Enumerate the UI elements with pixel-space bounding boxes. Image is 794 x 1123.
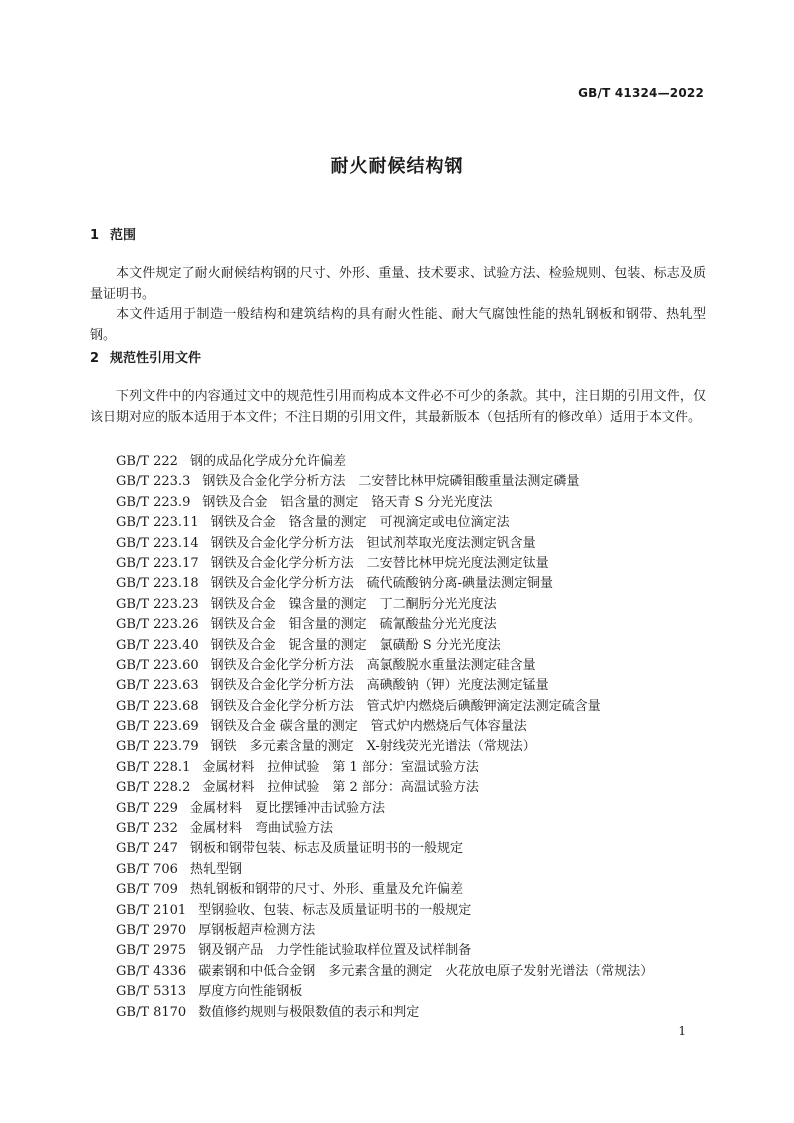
reference-code: GB/T 2970 xyxy=(116,922,187,938)
reference-title: 钢铁 多元素含量的测定 X-射线荧光光谱法（常规法） xyxy=(210,739,536,755)
reference-item xyxy=(116,819,653,839)
reference-code: GB/T 223.60 xyxy=(116,657,199,673)
reference-title: 钢铁及合金 铌含量的测定 氯磺酚 S 分光光度法 xyxy=(210,637,501,653)
reference-item xyxy=(116,554,653,574)
scope-applicability-paragraph: 本文件适用于制造一般结构和建筑结构的具有耐火性能、耐大气腐蚀性能的热轧钢板和钢带、热轧型钢。 xyxy=(90,307,706,343)
reference-code: GB/T 2101 xyxy=(116,902,187,918)
reference-item xyxy=(116,860,653,880)
reference-item xyxy=(116,452,653,472)
reference-item xyxy=(116,513,653,533)
reference-code: GB/T 223.79 xyxy=(116,739,199,755)
section-number: 2 xyxy=(90,351,100,366)
reference-item xyxy=(116,799,653,819)
reference-code: GB/T 223.23 xyxy=(116,596,199,612)
reference-code: GB/T 4336 xyxy=(116,963,187,979)
reference-item xyxy=(116,901,653,921)
reference-title: 型钢验收、包装、标志及质量证明书的一般规定 xyxy=(198,902,472,918)
reference-title: 钢铁及合金化学分析方法 钽试剂萃取光度法测定钒含量 xyxy=(210,535,536,551)
reference-code: GB/T 223.3 xyxy=(116,474,191,490)
reference-item xyxy=(116,1003,653,1023)
reference-code: GB/T 223.40 xyxy=(116,637,199,653)
reference-code: GB/T 223.68 xyxy=(116,698,199,714)
reference-title: 钢铁及合金化学分析方法 硫代硫酸钠分离-碘量法测定铜量 xyxy=(210,576,554,592)
reference-item xyxy=(116,880,653,900)
reference-title: 钢的成品化学成分允许偏差 xyxy=(189,454,346,469)
reference-title: 钢铁及合金化学分析方法 二安替比林甲烷磷钼酸重量法测定磷量 xyxy=(202,474,580,490)
section-title: 范围 xyxy=(110,228,137,243)
reference-item xyxy=(116,574,653,594)
reference-title: 厚度方向性能钢板 xyxy=(198,984,303,1000)
reference-title: 热轧钢板和钢带的尺寸、外形、重量及允许偏差 xyxy=(189,882,463,898)
reference-code: GB/T 8170 xyxy=(116,1004,187,1020)
reference-code: GB/T 228.2 xyxy=(116,780,191,796)
reference-item xyxy=(116,472,653,492)
reference-title: 钢铁及合金化学分析方法 管式炉内燃烧后碘酸钾滴定法测定硫含量 xyxy=(210,698,601,714)
reference-item xyxy=(116,595,653,615)
reference-code: GB/T 223.63 xyxy=(116,678,199,694)
reference-code: GB/T 709 xyxy=(116,882,178,898)
reference-code: GB/T 223.18 xyxy=(116,576,199,592)
reference-item xyxy=(116,758,653,778)
reference-code: GB/T 223.17 xyxy=(116,555,199,571)
reference-item xyxy=(116,717,653,737)
reference-code: GB/T 223.69 xyxy=(116,719,199,735)
reference-item xyxy=(116,656,653,676)
reference-title: 钢铁及合金 铝含量的测定 铬天青 S 分光光度法 xyxy=(202,494,493,510)
reference-title: 钢铁及合金 铬含量的测定 可视滴定或电位滴定法 xyxy=(210,515,510,531)
reference-code: GB/T 2975 xyxy=(116,943,187,959)
page-number: 1 xyxy=(678,1024,686,1038)
reference-item xyxy=(116,962,653,982)
reference-item xyxy=(116,615,653,635)
reference-title: 数值修约规则与极限数值的表示和判定 xyxy=(198,1004,420,1020)
reference-code: GB/T 223.26 xyxy=(116,617,199,633)
document-title: 耐火耐候结构钢 xyxy=(330,156,464,177)
reference-code: GB/T 232 xyxy=(116,821,178,837)
reference-code: GB/T 223.14 xyxy=(116,535,199,551)
reference-code: GB/T 223.11 xyxy=(116,515,199,531)
reference-title: 钢铁及合金化学分析方法 二安替比林甲烷光度法测定钛量 xyxy=(210,555,549,571)
reference-title: 钢铁及合金 碳含量的测定 管式炉内燃烧后气体容量法 xyxy=(210,719,527,735)
reference-item xyxy=(116,493,653,513)
reference-list xyxy=(116,452,653,1023)
scope-paragraph: 本文件规定了耐火耐候结构钢的尺寸、外形、重量、技术要求、试验方法、检验规则、包装、标志及质量证明书。 xyxy=(90,266,706,302)
reference-code: GB/T 706 xyxy=(116,861,178,877)
reference-item xyxy=(116,982,653,1002)
reference-item xyxy=(116,676,653,696)
reference-item xyxy=(116,697,653,717)
reference-code: GB/T 222 xyxy=(116,454,178,469)
section-1-heading xyxy=(90,224,136,243)
reference-code: GB/T 247 xyxy=(116,841,178,857)
reference-title: 钢铁及合金化学分析方法 高氯酸脱水重量法测定硅含量 xyxy=(210,657,536,673)
section-title: 规范性引用文件 xyxy=(110,351,202,366)
reference-title: 钢及钢产品 力学性能试验取样位置及试样制备 xyxy=(198,943,472,959)
reference-code: GB/T 228.1 xyxy=(116,759,191,775)
reference-item xyxy=(116,534,653,554)
reference-title: 热轧型钢 xyxy=(189,861,242,877)
reference-title: 钢铁及合金 钼含量的测定 硫氰酸盐分光光度法 xyxy=(210,617,497,633)
reference-title: 金属材料 拉伸试验 第 1 部分：室温试验方法 xyxy=(202,759,479,775)
reference-title: 碳素钢和中低合金钢 多元素含量的测定 火花放电原子发射光谱法（常规法） xyxy=(198,963,654,979)
reference-title: 金属材料 拉伸试验 第 2 部分：高温试验方法 xyxy=(202,780,479,796)
reference-code: GB/T 229 xyxy=(116,800,178,816)
reference-title: 金属材料 夏比摆锤冲击试验方法 xyxy=(189,800,385,816)
reference-item xyxy=(116,921,653,941)
reference-title: 金属材料 弯曲试验方法 xyxy=(189,821,333,837)
reference-title: 厚钢板超声检测方法 xyxy=(198,922,316,938)
reference-code: GB/T 5313 xyxy=(116,984,187,1000)
section-2-heading xyxy=(90,347,201,366)
reference-title: 钢铁及合金化学分析方法 高碘酸钠（钾）光度法测定锰量 xyxy=(210,678,549,694)
reference-item xyxy=(116,636,653,656)
reference-title: 钢板和钢带包装、标志及质量证明书的一般规定 xyxy=(189,841,463,857)
reference-item xyxy=(116,941,653,961)
section-number: 1 xyxy=(90,228,100,243)
reference-code: GB/T 223.9 xyxy=(116,494,191,510)
reference-item xyxy=(116,839,653,859)
reference-title: 钢铁及合金 镍含量的测定 丁二酮肟分光光度法 xyxy=(210,596,497,612)
standard-number: GB/T 41324—2022 xyxy=(578,86,704,100)
reference-item xyxy=(116,778,653,798)
reference-item xyxy=(116,737,653,757)
normative-references-intro: 下列文件中的内容通过文中的规范性引用而构成本文件必不可少的条款。其中，注日期的引用文件，仅该日期对应的版本适用于本文件；不注日期的引用文件，其最新版本（包括所有的修改单）适用于本文件。 xyxy=(90,389,706,425)
